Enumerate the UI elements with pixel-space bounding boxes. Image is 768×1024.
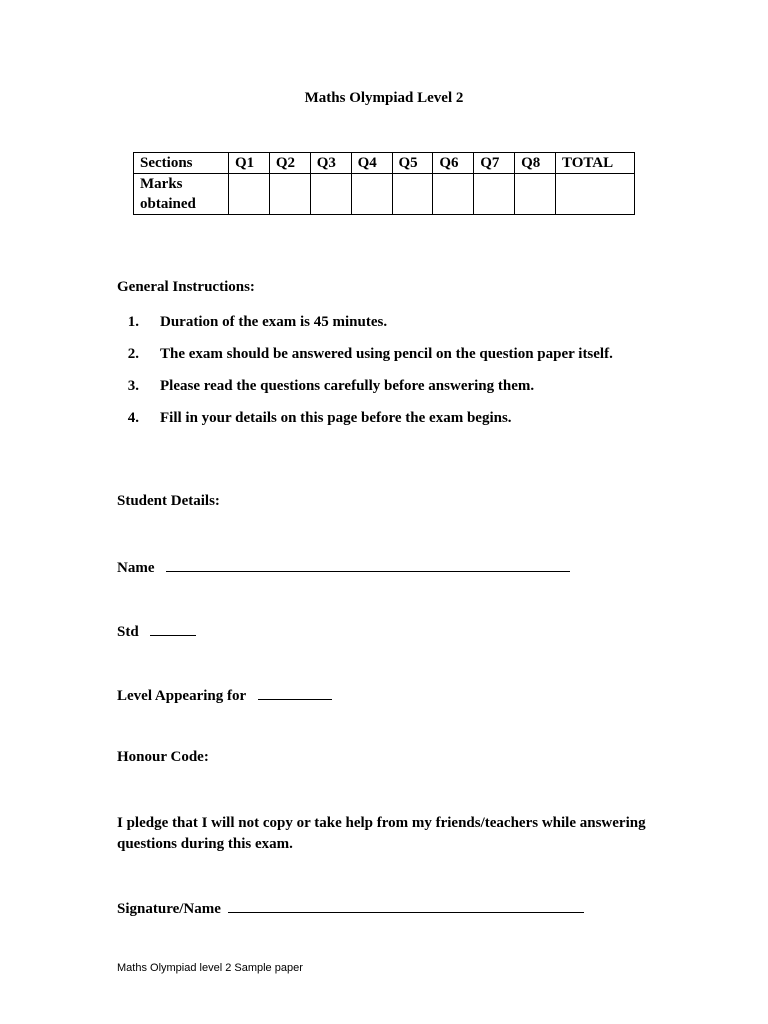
std-label: Std [117, 624, 139, 640]
marks-cell-q4[interactable] [351, 174, 392, 215]
list-item-number: 4. [127, 410, 139, 426]
list-item [117, 376, 637, 396]
list-item [117, 408, 637, 428]
marks-row-label [134, 174, 229, 215]
table-header-q8: Q8 [515, 153, 556, 174]
signature-field-row [117, 898, 584, 918]
marks-row-label-line2: obtained [140, 196, 196, 212]
list-item-text: Duration of the exam is 45 minutes. [160, 314, 388, 330]
table-header-sections: Sections [134, 153, 229, 174]
honour-pledge-text: I pledge that I will not copy or take help from my friends/teachers while answering questions during this exam. [117, 815, 646, 852]
name-field-row [117, 557, 570, 577]
std-field-row [117, 621, 196, 641]
marks-table-header-row [134, 153, 635, 174]
table-header-q2: Q2 [269, 153, 310, 174]
level-field[interactable] [258, 685, 332, 700]
signature-field[interactable] [228, 898, 584, 913]
table-header-total: TOTAL [556, 153, 635, 174]
marks-table-row [134, 174, 635, 215]
table-header-q7: Q7 [474, 153, 515, 174]
list-item-number: 3. [127, 378, 139, 394]
marks-cell-q2[interactable] [269, 174, 310, 215]
marks-cell-q6[interactable] [433, 174, 474, 215]
page-footer: Maths Olympiad level 2 Sample paper [117, 962, 303, 974]
level-label: Level Appearing for [117, 688, 246, 704]
marks-cell-q3[interactable] [310, 174, 351, 215]
marks-cell-q7[interactable] [474, 174, 515, 215]
table-header-q6: Q6 [433, 153, 474, 174]
list-item-text: The exam should be answered using pencil on the question paper itself. [160, 346, 613, 362]
list-item [117, 344, 637, 364]
signature-label: Signature/Name [117, 901, 221, 917]
list-item [117, 312, 637, 332]
table-header-q5: Q5 [392, 153, 433, 174]
marks-cell-total[interactable] [556, 174, 635, 215]
name-field[interactable] [166, 557, 570, 572]
instructions-list [117, 312, 637, 440]
page-title: Maths Olympiad Level 2 [304, 90, 464, 106]
instructions-heading: General Instructions: [117, 279, 255, 295]
list-item-number: 2. [127, 346, 139, 362]
list-item-text: Fill in your details on this page before the exam begins. [160, 410, 512, 426]
table-header-q3: Q3 [310, 153, 351, 174]
student-details-heading: Student Details: [117, 493, 220, 509]
marks-row-label-line1: Marks [140, 176, 183, 192]
std-field[interactable] [150, 621, 196, 636]
list-item-text: Please read the questions carefully before answering them. [160, 378, 535, 394]
name-label: Name [117, 560, 155, 576]
marks-cell-q8[interactable] [515, 174, 556, 215]
honour-code-heading: Honour Code: [117, 749, 209, 765]
table-header-q4: Q4 [351, 153, 392, 174]
marks-cell-q1[interactable] [229, 174, 270, 215]
table-header-q1: Q1 [229, 153, 270, 174]
marks-cell-q5[interactable] [392, 174, 433, 215]
marks-table [133, 152, 635, 215]
level-field-row [117, 685, 332, 705]
list-item-number: 1. [127, 314, 139, 330]
